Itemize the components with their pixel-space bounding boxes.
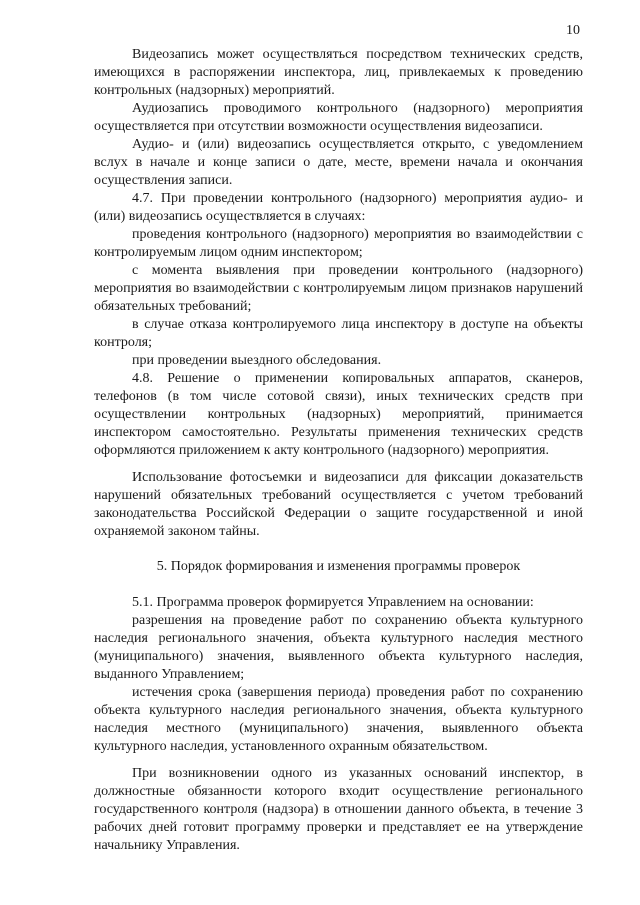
paragraph-inspector-program: При возникновении одного из указанных оснований инспектор, в должностные обязанности которого входит осуществление регионального государственного контроля (надзора) в отношении данного объекта, в течение 3 рабочих дней готовит программу проверки и представляет ее на утверждение начальнику Управления. xyxy=(94,766,583,853)
paragraph-5-1: 5.1. Программа проверок формируется Управлением на основании: xyxy=(132,595,534,610)
page-number: 10 xyxy=(566,23,580,38)
list-item-term-expiry: истечения срока (завершения периода) проведения работ по сохранению объекта культурного наследия регионального значения, объекта культурного наследия местного (муниципального) значения, выявленного объекта культурного наследия, установленного охранным обязательством. xyxy=(94,685,583,754)
paragraph-4-7: 4.7. При проведении контрольного (надзорного) мероприятия аудио- и (или) видеозапись осуществляется в случаях: xyxy=(94,191,583,224)
list-item-one-inspector: проведения контрольного (надзорного) мероприятия во взаимодействии с контролируемым лицом одним инспектором; xyxy=(94,227,583,260)
paragraph-audio-recording: Аудиозапись проводимого контрольного (надзорного) мероприятия осуществляется при отсутствии возможности осуществления видеозаписи. xyxy=(94,101,583,134)
list-item-field-survey: при проведении выездного обследования. xyxy=(132,353,382,368)
list-item-permit: разрешения на проведение работ по сохранению объекта культурного наследия регионального значения, объекта культурного наследия местного (муниципального) значения, выявленного объекта культурного наследия, выданного Управлением; xyxy=(94,613,583,682)
section-title: 5. Порядок формирования и изменения программы проверок xyxy=(156,559,521,574)
paragraph-4-8: 4.8. Решение о применении копировальных аппаратов, сканеров, телефонов (в том числе сотовой связи), иных технических средств при осуществлении контрольных (надзорных) мероприятий, принимается инспектором самостоятельно. Результаты применения технических средств оформляются приложением к акту контрольного (надзорного) мероприятия. xyxy=(94,371,583,458)
paragraph-open-recording: Аудио- и (или) видеозапись осуществляется открыто, с уведомлением вслух в начале и конце записи о дате, месте, времени начала и окончания осуществления записи. xyxy=(94,137,583,188)
paragraph-photo-video-evidence: Использование фотосъемки и видеозаписи для фиксации доказательств нарушений обязательных требований осуществляется с учетом требований законодательства Российской Федерации о защите государственной и иной охраняемой законом тайны. xyxy=(94,470,583,539)
document-body xyxy=(94,46,583,855)
list-item-violation-signs: с момента выявления при проведении контрольного (надзорного) мероприятия во взаимодействии с контролируемым лицом признаков нарушений обязательных требований; xyxy=(94,263,583,314)
list-item-access-refusal: в случае отказа контролируемого лица инспектору в доступе на объекты контроля; xyxy=(94,317,583,350)
paragraph-video-recording: Видеозапись может осуществляться посредством технических средств, имеющихся в распоряжении инспектора, лиц, привлекаемых к проведению контрольных (надзорных) мероприятий. xyxy=(94,47,583,98)
